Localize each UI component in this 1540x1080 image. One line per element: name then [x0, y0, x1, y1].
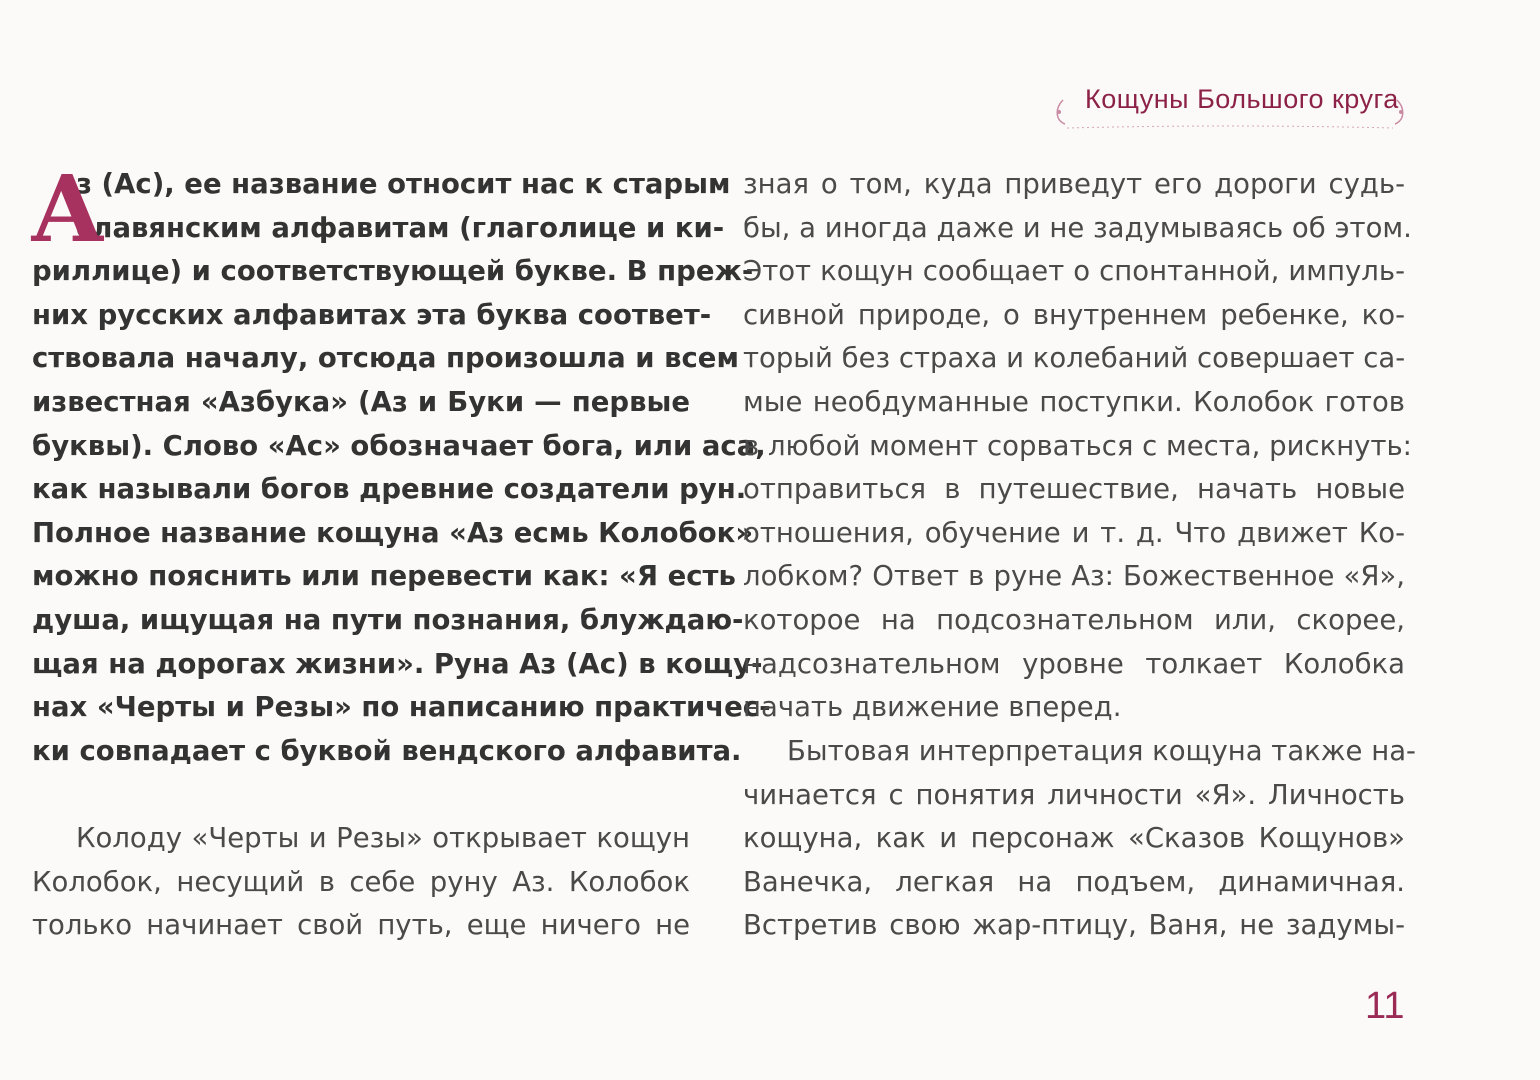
text-line: надсознательном уровне толкает Колобка: [743, 647, 1405, 680]
header-title: Кощуны Большого круга: [1085, 84, 1399, 114]
text-line: лобком? Ответ в руне Аз: Божественное «Я»,: [743, 560, 1405, 593]
text-line: душа, ищущая на пути познания, блуждаю-: [32, 603, 744, 636]
left-column-paragraph-2: [32, 817, 690, 948]
page-number: 11: [1365, 985, 1405, 1027]
text-line: можно пояснить или перевести как: «Я есть: [32, 560, 736, 593]
text-line: Колобок, несущий в себе руну Аз. Колобок: [32, 865, 690, 898]
text-line: Встретив свою жар-птицу, Ваня, не задумы-: [743, 909, 1405, 942]
text-line: славянским алфавитам (глаголице и ки-: [76, 211, 725, 244]
text-line: кощуна, как и персонаж «Сказов Кощунов»: [743, 822, 1405, 855]
text-line: отношения, обучение и т. д. Что движет Ко-: [743, 516, 1405, 549]
left-column-bold-paragraph: [30, 155, 771, 773]
text-line: Ванечка, легкая на подъем, динамичная.: [743, 865, 1405, 898]
right-column-paragraph-2: [743, 730, 1416, 948]
drop-cap: А: [30, 155, 105, 263]
text-line: как называли богов древние создатели рун.: [32, 473, 747, 506]
text-line: только начинает свой путь, еще ничего не: [32, 909, 690, 942]
text-line: нах «Черты и Резы» по написанию практичес-: [32, 691, 771, 724]
text-line: начать движение вперед.: [743, 691, 1122, 724]
text-line: зная о том, куда приведут его дороги судь-: [743, 168, 1405, 200]
text-line: чинается с понятия личности «Я». Личность: [743, 778, 1405, 811]
text-line: в любой момент сорваться с места, рискнуть:: [743, 429, 1412, 462]
text-line: отправиться в путешествие, начать новые: [743, 473, 1405, 506]
text-line: мые необдуманные поступки. Колобок готов: [743, 385, 1405, 418]
text-line: щая на дорогах жизни». Руна Аз (Ас) в кощу-: [32, 647, 763, 680]
text-line: бы, а иногда даже и не задумываясь об этом.: [743, 211, 1412, 244]
text-line: сивной природе, о внутреннем ребенке, ко-: [743, 298, 1405, 331]
text-line: ствовала началу, отсюда произошла и всем: [32, 342, 739, 375]
text-line: Этот кощун сообщает о спонтанной, импуль-: [743, 255, 1405, 288]
text-line: ки совпадает с буквой вендского алфавита.: [32, 734, 742, 767]
text-line: Колоду «Черты и Резы» открывает кощун: [76, 822, 690, 854]
text-line: Полное название кощуна «Аз есмь Колобок»: [32, 516, 754, 549]
text-line: риллице) и соответствующей букве. В преж-: [32, 255, 754, 288]
text-line: известная «Азбука» (Аз и Буки — первые: [32, 385, 690, 418]
text-line: которое на подсознательном или, скорее,: [743, 603, 1405, 636]
text-line: Бытовая интерпретация кощуна также на-: [787, 735, 1416, 767]
text-line: буквы). Слово «Ас» обозначает бога, или аса,: [32, 429, 766, 462]
text-line: них русских алфавитах эта буква соответ-: [32, 298, 712, 331]
text-line: торый без страха и колебаний совершает са-: [743, 342, 1406, 375]
text-line: з (Ас), ее название относит нас к старым: [76, 168, 731, 200]
running-header: [1045, 80, 1415, 140]
right-column-paragraph-1: [743, 163, 1412, 730]
